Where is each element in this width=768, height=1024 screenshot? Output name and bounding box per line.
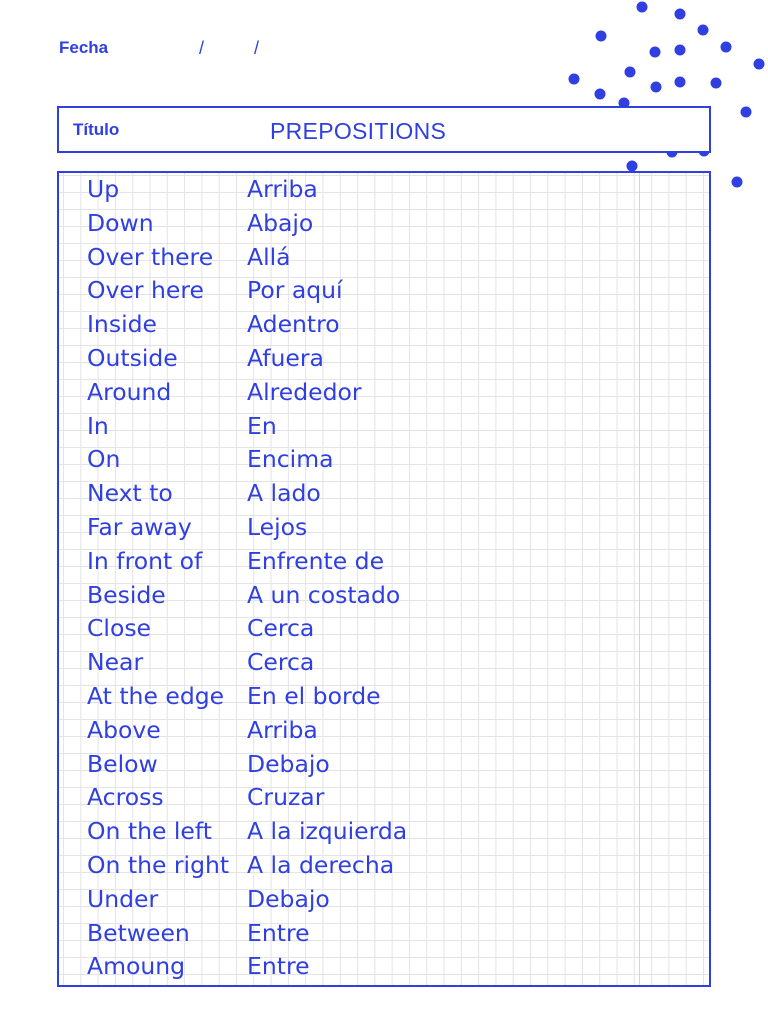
dot [569, 74, 580, 85]
spanish-word: A la derecha [247, 850, 395, 879]
list-item [87, 714, 687, 748]
english-word: Around [87, 377, 172, 406]
list-item [87, 241, 687, 275]
english-word: Below [87, 749, 158, 778]
list-item [87, 511, 687, 545]
list-item [87, 376, 687, 410]
date-separator: / [199, 38, 205, 58]
spanish-word: A lado [247, 479, 321, 508]
dot [627, 161, 638, 172]
english-word: In front of [87, 546, 203, 575]
english-word: Over here [87, 276, 204, 305]
spanish-word: Afuera [247, 343, 324, 372]
spanish-word: Arriba [247, 715, 318, 744]
list-item [87, 781, 687, 815]
spanish-word: Debajo [247, 884, 330, 913]
spanish-word: Alrededor [247, 377, 362, 406]
spanish-word: Lejos [247, 512, 308, 541]
list-item [87, 579, 687, 613]
dot [675, 9, 686, 20]
list-item [87, 274, 687, 308]
spanish-word: Por aquí [247, 276, 343, 305]
spanish-word: Debajo [247, 749, 330, 778]
english-word: Next to [87, 479, 173, 508]
dot [698, 25, 709, 36]
english-word: Over there [87, 242, 214, 271]
spanish-word: Arriba [247, 175, 318, 203]
date-separator: / [254, 38, 260, 58]
dot [651, 82, 662, 93]
list-item [87, 849, 687, 883]
english-word: On the left [87, 817, 212, 846]
dot [675, 77, 686, 88]
dot [596, 31, 607, 42]
english-word: On the right [87, 850, 230, 879]
vocabulary-grid [57, 171, 711, 987]
list-item [87, 680, 687, 714]
dot [721, 42, 732, 53]
title-label: Título [73, 120, 120, 139]
spanish-word: Encima [247, 445, 334, 474]
title-box [57, 106, 711, 153]
list-item [87, 308, 687, 342]
list-item [87, 612, 687, 646]
english-word: Across [87, 783, 164, 812]
dot [741, 107, 752, 118]
spanish-word: Enfrente de [247, 546, 385, 575]
spanish-word: En [247, 411, 277, 440]
list-item [87, 883, 687, 917]
english-word: Outside [87, 343, 178, 372]
list-item [87, 443, 687, 477]
page-title: PREPOSITIONS [270, 118, 447, 144]
english-word: Up [87, 175, 120, 203]
dot [711, 78, 722, 89]
dot [754, 59, 765, 70]
list-item [87, 477, 687, 511]
spanish-word: Entre [247, 952, 310, 981]
english-word: Beside [87, 580, 166, 609]
dot [650, 47, 661, 58]
english-word: Close [87, 614, 152, 643]
dot [637, 2, 648, 13]
english-word: Near [87, 648, 144, 677]
spanish-word: A la izquierda [247, 817, 408, 846]
list-item [87, 815, 687, 849]
english-word: Between [87, 918, 190, 947]
english-word: Far away [87, 512, 192, 541]
spanish-word: Adentro [247, 310, 340, 339]
spanish-word: Abajo [247, 208, 314, 237]
english-word: At the edge [87, 681, 225, 710]
dot [595, 89, 606, 100]
dot [625, 67, 636, 78]
list-item [87, 917, 687, 951]
spanish-word: Allá [247, 242, 291, 271]
spanish-word: Cruzar [247, 783, 325, 812]
dot [675, 45, 686, 56]
list-item [87, 173, 687, 207]
list-item [87, 646, 687, 680]
spanish-word: En el borde [247, 681, 381, 710]
date-header [59, 38, 379, 62]
english-word: Above [87, 715, 161, 744]
english-word: Down [87, 208, 154, 237]
spanish-word: Entre [247, 918, 310, 947]
list-item [87, 342, 687, 376]
date-label: Fecha [59, 38, 109, 57]
spanish-word: Cerca [247, 648, 315, 677]
english-word: Inside [87, 310, 157, 339]
dot [732, 177, 743, 188]
list-item [87, 545, 687, 579]
english-word: On [87, 445, 121, 474]
list-item [87, 748, 687, 782]
english-word: Amoung [87, 952, 186, 981]
english-word: Under [87, 884, 159, 913]
list-item [87, 950, 687, 984]
vocabulary-list [87, 173, 687, 984]
english-word: In [87, 411, 109, 440]
spanish-word: Cerca [247, 614, 315, 643]
list-item [87, 410, 687, 444]
list-item [87, 207, 687, 241]
spanish-word: A un costado [247, 580, 401, 609]
